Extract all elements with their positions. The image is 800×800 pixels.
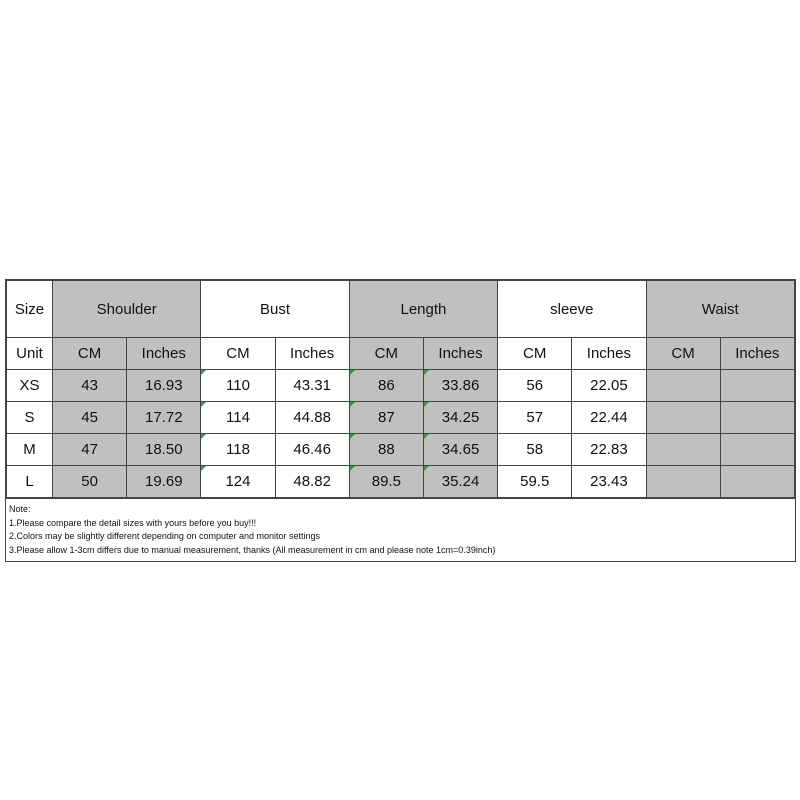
cell-marker-icon xyxy=(201,402,206,407)
cell-marker-icon xyxy=(201,434,206,439)
table-row xyxy=(7,466,795,498)
value-cell: 18.50 xyxy=(127,434,201,466)
size-cell: S xyxy=(7,402,53,434)
size-cell: L xyxy=(7,466,53,498)
unit-cell: Inches xyxy=(275,338,349,370)
value-text: 34.25 xyxy=(441,409,480,426)
value-text: 33.86 xyxy=(441,377,480,394)
value-cell: 46.46 xyxy=(275,434,349,466)
cell-marker-icon xyxy=(201,466,206,471)
table-row xyxy=(7,370,795,402)
value-cell: 22.83 xyxy=(572,434,646,466)
value-cell xyxy=(720,434,794,466)
value-cell: 50 xyxy=(53,466,127,498)
notes-title: Note: xyxy=(9,504,31,514)
value-cell: 43 xyxy=(53,370,127,402)
cell-marker-icon xyxy=(350,370,355,375)
value-cell: 17.72 xyxy=(127,402,201,434)
size-cell: XS xyxy=(7,370,53,402)
size-header: Size xyxy=(7,281,53,338)
group-header-length: Length xyxy=(349,281,497,338)
value-cell xyxy=(201,402,275,434)
value-cell: 43.31 xyxy=(275,370,349,402)
value-cell xyxy=(349,434,423,466)
value-cell xyxy=(201,434,275,466)
group-header-sleeve: sleeve xyxy=(498,281,646,338)
unit-cell: Inches xyxy=(423,338,497,370)
group-header-shoulder: Shoulder xyxy=(53,281,201,338)
value-text: 89.5 xyxy=(371,473,401,490)
note-line: 1.Please compare the detail sizes with yours before you buy!!! xyxy=(9,517,257,528)
value-text: 34.65 xyxy=(441,441,480,458)
cell-marker-icon xyxy=(424,466,429,471)
value-cell xyxy=(646,402,720,434)
value-cell: 59.5 xyxy=(498,466,572,498)
value-cell xyxy=(423,402,497,434)
unit-cell: Inches xyxy=(720,338,794,370)
cell-marker-icon xyxy=(350,434,355,439)
value-cell: 23.43 xyxy=(572,466,646,498)
value-cell: 56 xyxy=(498,370,572,402)
value-cell xyxy=(349,466,423,498)
unit-cell: CM xyxy=(349,338,423,370)
unit-cell: Inches xyxy=(572,338,646,370)
value-cell xyxy=(720,402,794,434)
unit-cell: CM xyxy=(646,338,720,370)
header-row xyxy=(7,281,795,338)
unit-cell: Inches xyxy=(127,338,201,370)
size-cell: M xyxy=(7,434,53,466)
table-row xyxy=(7,434,795,466)
value-cell: 22.05 xyxy=(572,370,646,402)
value-text: 110 xyxy=(226,377,250,394)
cell-marker-icon xyxy=(350,402,355,407)
value-cell xyxy=(349,370,423,402)
group-header-waist: Waist xyxy=(646,281,795,338)
value-cell: 45 xyxy=(53,402,127,434)
value-cell xyxy=(423,434,497,466)
unit-cell: CM xyxy=(53,338,127,370)
value-cell xyxy=(646,466,720,498)
value-text: 118 xyxy=(226,441,250,458)
value-cell xyxy=(720,466,794,498)
value-text: 35.24 xyxy=(441,473,480,490)
value-cell: 22.44 xyxy=(572,402,646,434)
value-cell: 19.69 xyxy=(127,466,201,498)
note-line: 3.Please allow 1-3cm differs due to manual measurement, thanks (All measurement in cm and please note 1cm=0.39inch) xyxy=(9,544,496,555)
size-chart xyxy=(5,279,796,562)
value-cell xyxy=(201,466,275,498)
cell-marker-icon xyxy=(424,402,429,407)
value-cell xyxy=(646,370,720,402)
unit-cell: CM xyxy=(498,338,572,370)
unit-cell: CM xyxy=(201,338,275,370)
value-cell xyxy=(423,370,497,402)
value-text: 124 xyxy=(225,473,251,490)
unit-label: Unit xyxy=(7,338,53,370)
cell-marker-icon xyxy=(350,466,355,471)
value-text: 87 xyxy=(378,409,395,426)
value-cell: 57 xyxy=(498,402,572,434)
value-cell: 44.88 xyxy=(275,402,349,434)
value-cell xyxy=(646,434,720,466)
value-cell xyxy=(349,402,423,434)
value-cell: 58 xyxy=(498,434,572,466)
value-text: 88 xyxy=(378,441,395,458)
value-cell: 16.93 xyxy=(127,370,201,402)
size-table xyxy=(6,280,795,498)
note-line: 2.Colors may be slightly different depending on computer and monitor settings xyxy=(9,531,321,541)
cell-marker-icon xyxy=(424,370,429,375)
value-text: 86 xyxy=(378,377,395,394)
cell-marker-icon xyxy=(424,434,429,439)
value-cell xyxy=(423,466,497,498)
value-cell: 48.82 xyxy=(275,466,349,498)
notes-section xyxy=(6,498,795,561)
group-header-bust: Bust xyxy=(201,281,349,338)
value-cell xyxy=(720,370,794,402)
cell-marker-icon xyxy=(201,370,206,375)
table-row xyxy=(7,402,795,434)
value-text: 114 xyxy=(226,409,250,426)
value-cell xyxy=(201,370,275,402)
unit-row xyxy=(7,338,795,370)
value-cell: 47 xyxy=(53,434,127,466)
